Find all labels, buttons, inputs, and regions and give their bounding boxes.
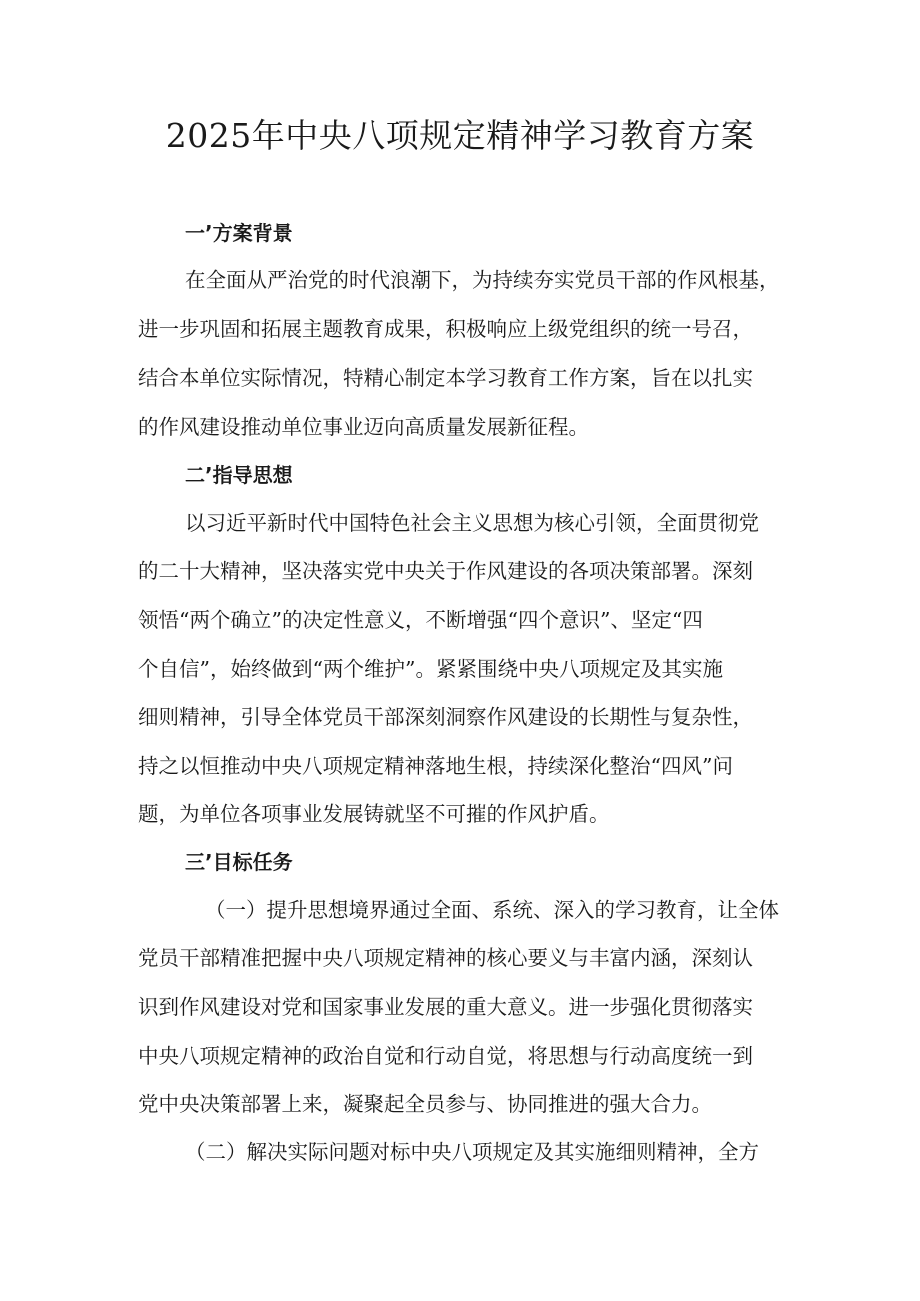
section-heading-goals-tasks: 三’目标任务 [185,850,293,874]
paragraph-line: 持之以恒推动中央八项规定精神落地生根，持续深化整治“四风”问 [138,754,733,778]
paragraph-line: 细则精神，引导全体党员干部深刻洞察作风建设的长期性与复杂性， [138,705,753,729]
paragraph-line: （二）解决实际问题对标中央八项规定及其实施细则精神，全方 [185,1140,759,1164]
paragraph-line: 在全面从严治党的时代浪潮下，为持续夯实党员干部的作风根基， [185,268,780,292]
document-title: 2025年中央八项规定精神学习教育方案 [165,116,755,155]
paragraph-line: 党中央决策部署上来，凝聚起全员参与、协同推进的强大合力。 [138,1092,712,1116]
paragraph-line: 个自信”，始终做到“两个维护”。紧紧围绕中央八项规定及其实施 [138,657,723,681]
paragraph-line: 领悟“两个确立”的决定性意义，不断增强“四个意识”、坚定“四 [138,608,703,632]
paragraph-line: 结合本单位实际情况，特精心制定本学习教育工作方案，旨在以扎实 [138,366,753,390]
section-heading-background: 一’方案背景 [185,221,293,245]
paragraph-line: 的二十大精神，坚决落实党中央关于作风建设的各项决策部署。深刻 [138,559,753,583]
paragraph-line: 党员干部精准把握中央八项规定精神的核心要义与丰富内涵，深刻认 [138,946,753,970]
paragraph-line: 中央八项规定精神的政治自觉和行动自觉，将思想与行动高度统一到 [138,1044,753,1068]
paragraph-line: 的作风建设推动单位事业迈向高质量发展新征程。 [138,415,589,439]
section-heading-guiding-thought: 二’指导思想 [185,463,293,487]
paragraph-line: 进一步巩固和拓展主题教育成果，积极响应上级党组织的统一号召， [138,317,753,341]
paragraph-line: （一）提升思想境界通过全面、系统、深入的学习教育，让全体 [205,898,779,922]
paragraph-line: 识到作风建设对党和国家事业发展的重大意义。进一步强化贯彻落实 [138,995,753,1019]
paragraph-line: 题，为单位各项事业发展铸就坚不可摧的作风护盾。 [138,802,610,826]
paragraph-line: 以习近平新时代中国特色社会主义思想为核心引领，全面贯彻党 [185,511,759,535]
